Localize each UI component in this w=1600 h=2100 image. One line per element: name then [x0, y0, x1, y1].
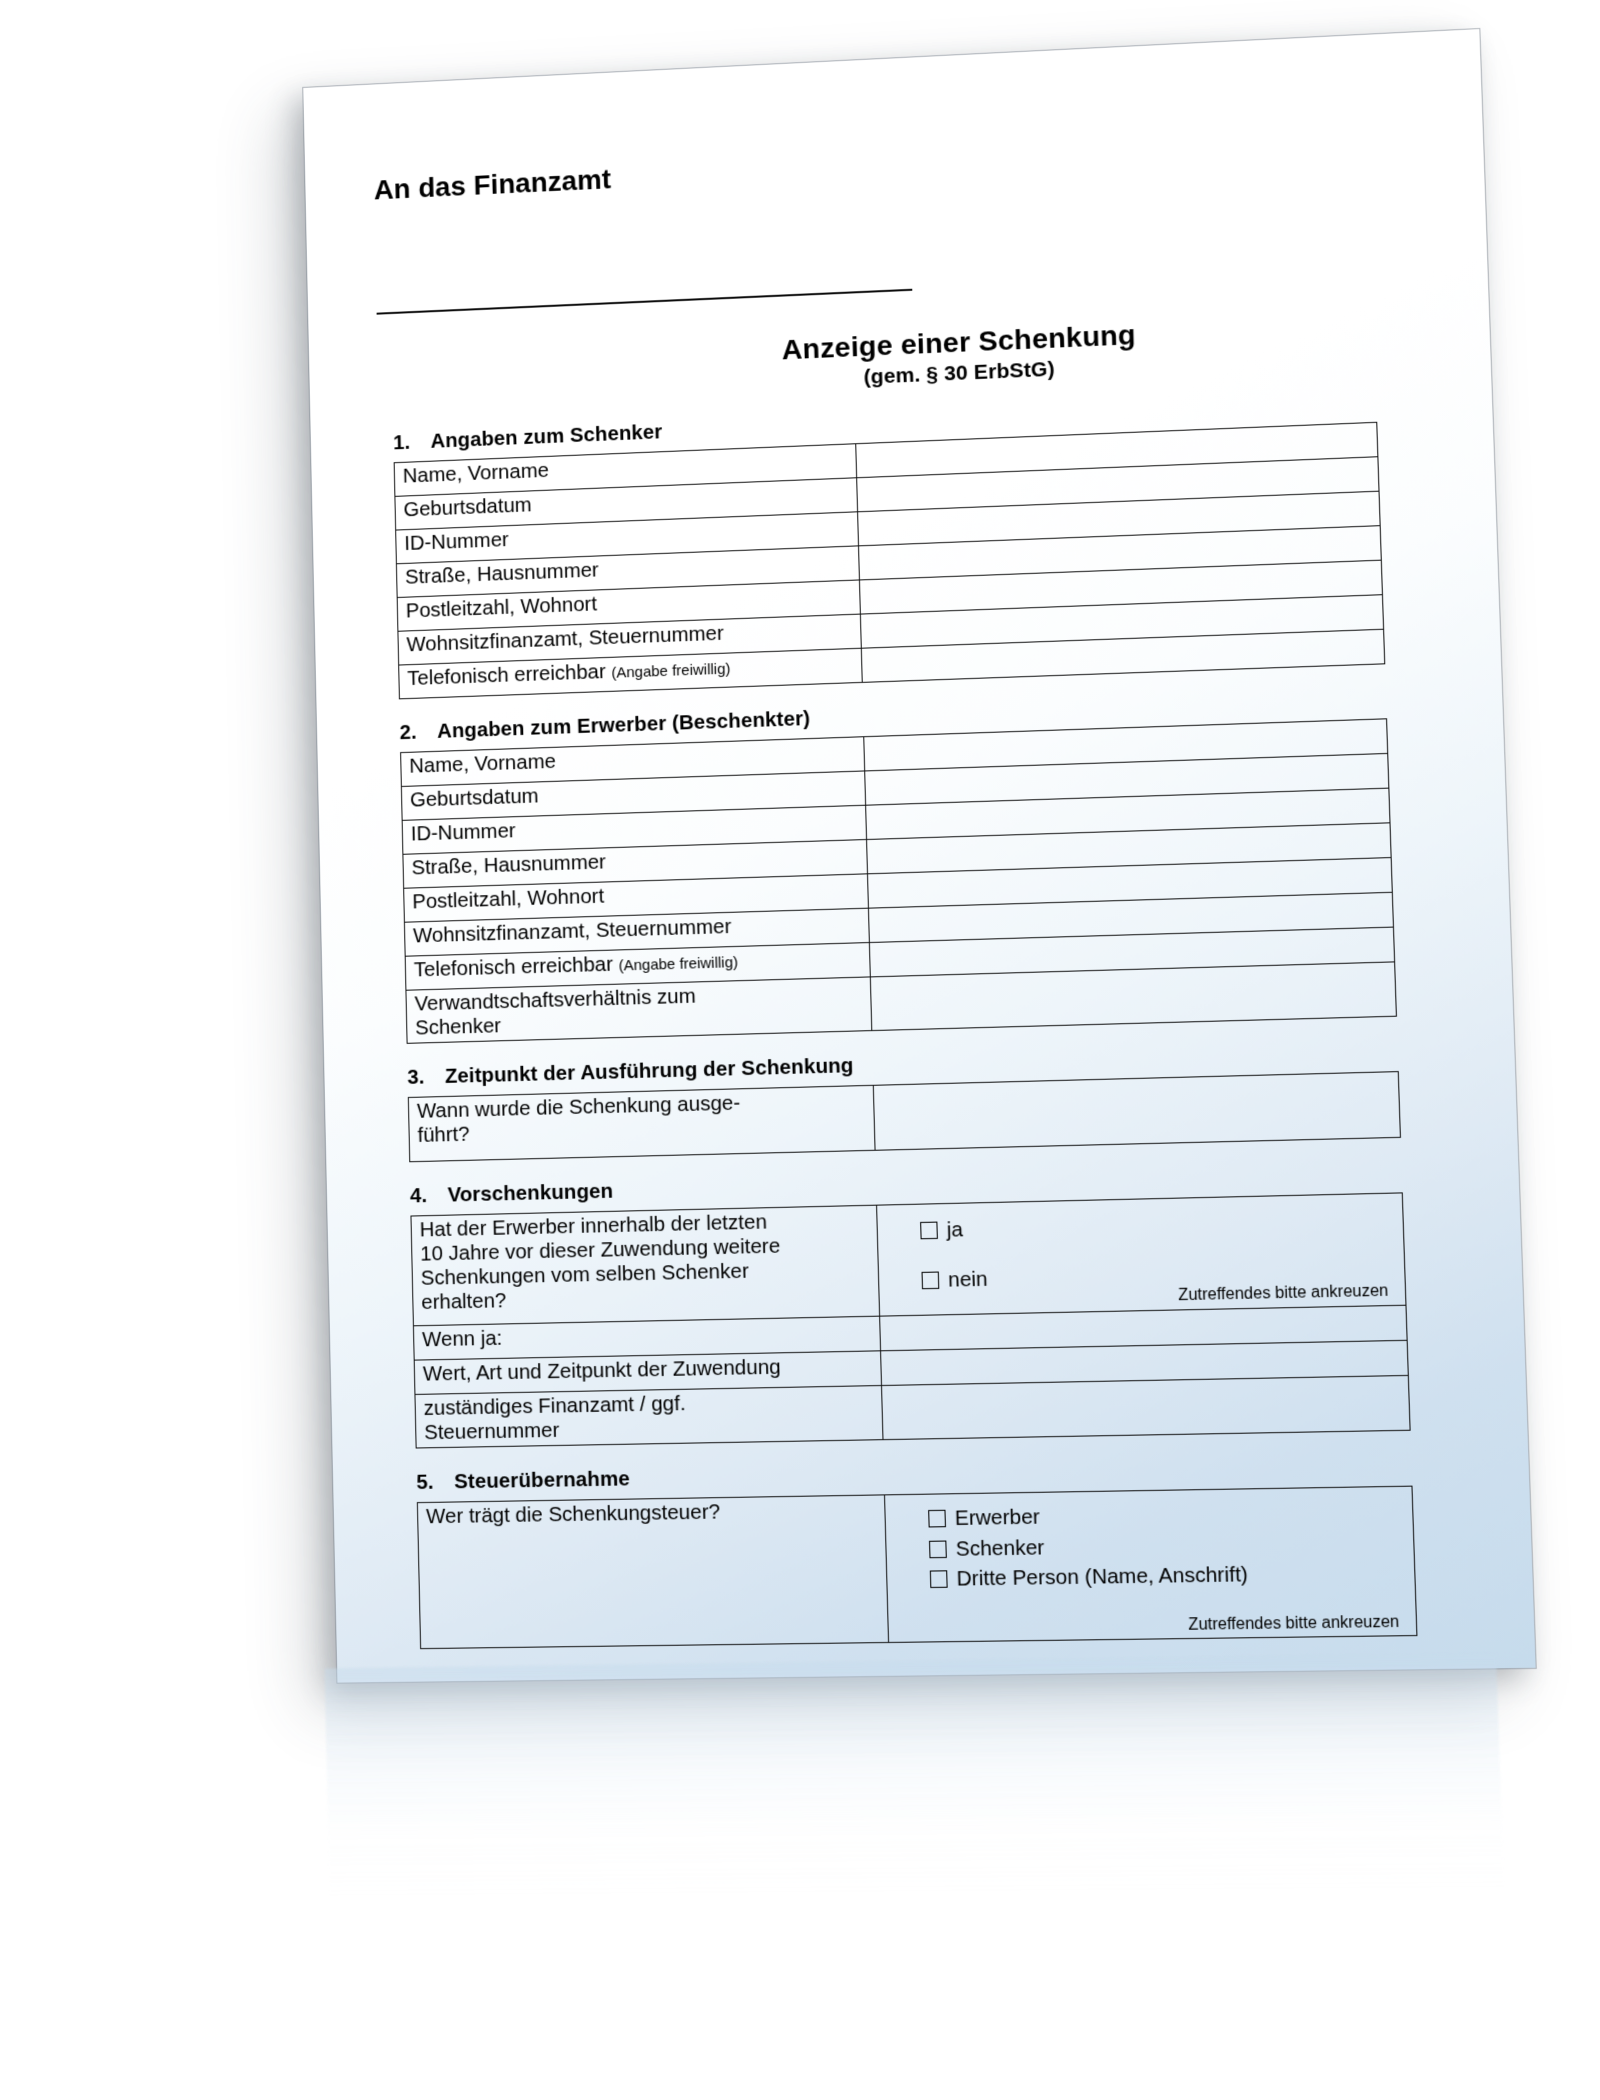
section-heading-4 — [410, 1161, 1410, 1209]
field-input-wert-art-zeitpunkt[interactable] — [881, 1340, 1409, 1385]
field-label: Name, Vorname — [394, 443, 856, 496]
field-input-wenn-ja[interactable] — [880, 1305, 1408, 1351]
field-label — [415, 1385, 883, 1448]
question-line2: 10 Jahre vor dieser Zuwendung weitere — [419, 1234, 781, 1266]
checkbox-option-dritte-person[interactable] — [930, 1558, 1415, 1593]
checkbox-option-erwerber[interactable] — [928, 1498, 1413, 1534]
field-label: Straße, Hausnummer — [396, 546, 859, 598]
checkbox-icon[interactable] — [930, 1570, 948, 1588]
checkbox-label: ja — [946, 1218, 964, 1243]
question-line1: Hat der Erwerber innerhalb der letzten — [419, 1210, 768, 1242]
checkbox-label: Schenker — [955, 1535, 1045, 1561]
field-input-name-vorname-erwerber[interactable] — [864, 719, 1388, 771]
checkbox-label: Dritte Person (Name, Anschrift) — [956, 1562, 1249, 1591]
field-label-hint: (Angabe freiwillig) — [618, 953, 739, 975]
question-line3: Schenkungen vom selben Schenker — [420, 1259, 750, 1290]
field-label: Wohnsitzfinanzamt, Steuernummer — [398, 614, 861, 665]
checkbox-option-ja[interactable] — [920, 1206, 1403, 1245]
field-input-finanzamt-erwerber[interactable] — [868, 892, 1393, 942]
checkbox-instruction-note: Zutreffendes bitte ankreuzen — [1188, 1613, 1400, 1634]
table-schenker — [394, 422, 1386, 700]
document-content — [374, 127, 1425, 1650]
section-number-3: 3. — [407, 1065, 425, 1090]
field-label: Wert, Art und Zeitpunkt der Zuwendung — [414, 1351, 881, 1395]
field-label-text: Telefonisch erreichbar — [413, 952, 614, 982]
table-erwerber — [400, 718, 1397, 1044]
field-label: Wohnsitzfinanzamt, Steuernummer — [404, 908, 869, 956]
recipient-header: An das Finanzamt — [373, 163, 612, 206]
checkbox-group-steueruebernahme — [885, 1487, 1417, 1643]
field-input-plz-wohnort-erwerber[interactable] — [867, 857, 1392, 908]
checkbox-instruction-note: Zutreffendes bitte ankreuzen — [1178, 1282, 1389, 1305]
field-input-id-nummer-erwerber[interactable] — [866, 788, 1390, 839]
table-row — [417, 1487, 1417, 1649]
checkbox-option-nein[interactable] — [921, 1257, 1404, 1295]
page-subtitle: (gem. § 30 ErbStG) — [863, 357, 1056, 389]
page-sheet-wrapper — [303, 29, 1535, 1683]
field-label: ID-Nummer — [396, 512, 859, 564]
section-title-2: Angaben zum Erwerber (Beschenkter) — [436, 706, 811, 743]
field-label-vorschenkung-frage — [411, 1205, 880, 1325]
field-label: Postleitzahl, Wohnort — [397, 580, 860, 631]
field-label: Geburtsdatum — [395, 478, 858, 530]
field-label-line1: Verwandtschaftsverhältnis zum — [414, 984, 697, 1016]
section-title-5: Steuerübernahme — [453, 1467, 631, 1494]
checkbox-group-vorschenkungen — [877, 1193, 1406, 1316]
field-label: Name, Vorname — [401, 736, 865, 786]
section-title-4: Vorschenkungen — [447, 1179, 614, 1207]
field-label: Postleitzahl, Wohnort — [404, 874, 869, 922]
checkbox-list — [893, 1489, 1416, 1639]
field-label-line1: Wann wurde die Schenkung ausge- — [416, 1091, 741, 1124]
checkbox-icon[interactable] — [920, 1222, 938, 1240]
field-label-hint: (Angabe freiwillig) — [611, 660, 731, 682]
field-label: Wenn ja: — [413, 1316, 880, 1360]
section-title-1: Angaben zum Schenker — [430, 420, 663, 453]
section-heading-5 — [416, 1454, 1419, 1496]
title-block — [377, 308, 1382, 410]
section-number-4: 4. — [409, 1184, 428, 1208]
field-label — [408, 1086, 875, 1162]
section-number-2: 2. — [399, 720, 417, 744]
field-label-line2: Steuernummer — [423, 1418, 560, 1445]
page-reflection — [325, 1654, 1504, 1898]
page-title: Anzeige einer Schenkung — [781, 318, 1137, 367]
form-document — [303, 29, 1535, 1683]
checkbox-label: Erwerber — [954, 1505, 1041, 1531]
field-label: Geburtsdatum — [401, 771, 865, 820]
table-vorschenkungen — [410, 1193, 1410, 1449]
section-number-5: 5. — [416, 1470, 434, 1495]
field-label-line1: zuständiges Finanzamt / ggf. — [423, 1391, 686, 1420]
field-label-line2: Schenker — [414, 1013, 502, 1040]
field-label: Straße, Hausnummer — [403, 839, 868, 888]
checkbox-icon[interactable] — [928, 1510, 946, 1528]
field-label-steuer-frage: Wer trägt die Schenkungsteuer? — [417, 1495, 888, 1648]
checkbox-icon[interactable] — [922, 1272, 940, 1290]
section-title-3: Zeitpunkt der Ausführung der Schenkung — [444, 1054, 854, 1089]
section-heading-3 — [407, 1039, 1406, 1090]
checkbox-label: nein — [947, 1267, 988, 1293]
field-label-line2: führt? — [417, 1122, 470, 1148]
section-number-1: 1. — [392, 430, 411, 455]
field-input-strasse-erwerber[interactable] — [867, 823, 1392, 874]
field-input-ausfuehrungszeitpunkt[interactable] — [873, 1072, 1400, 1151]
field-input-telefon-erwerber[interactable] — [869, 927, 1394, 977]
table-row — [411, 1193, 1406, 1326]
field-label: ID-Nummer — [402, 805, 866, 854]
checkbox-list — [885, 1196, 1405, 1313]
table-steueruebernahme — [417, 1486, 1418, 1649]
page-sheet — [303, 29, 1535, 1683]
checkbox-option-schenker[interactable] — [929, 1528, 1414, 1563]
field-input-verwandtschaftsverhaeltnis[interactable] — [870, 962, 1396, 1031]
address-rule-line — [377, 289, 913, 315]
field-input-zustaendiges-finanzamt[interactable] — [882, 1375, 1411, 1440]
checkbox-icon[interactable] — [929, 1540, 947, 1558]
question-line4: erhalten? — [421, 1288, 507, 1314]
field-label-text: Telefonisch erreichbar — [407, 659, 607, 690]
